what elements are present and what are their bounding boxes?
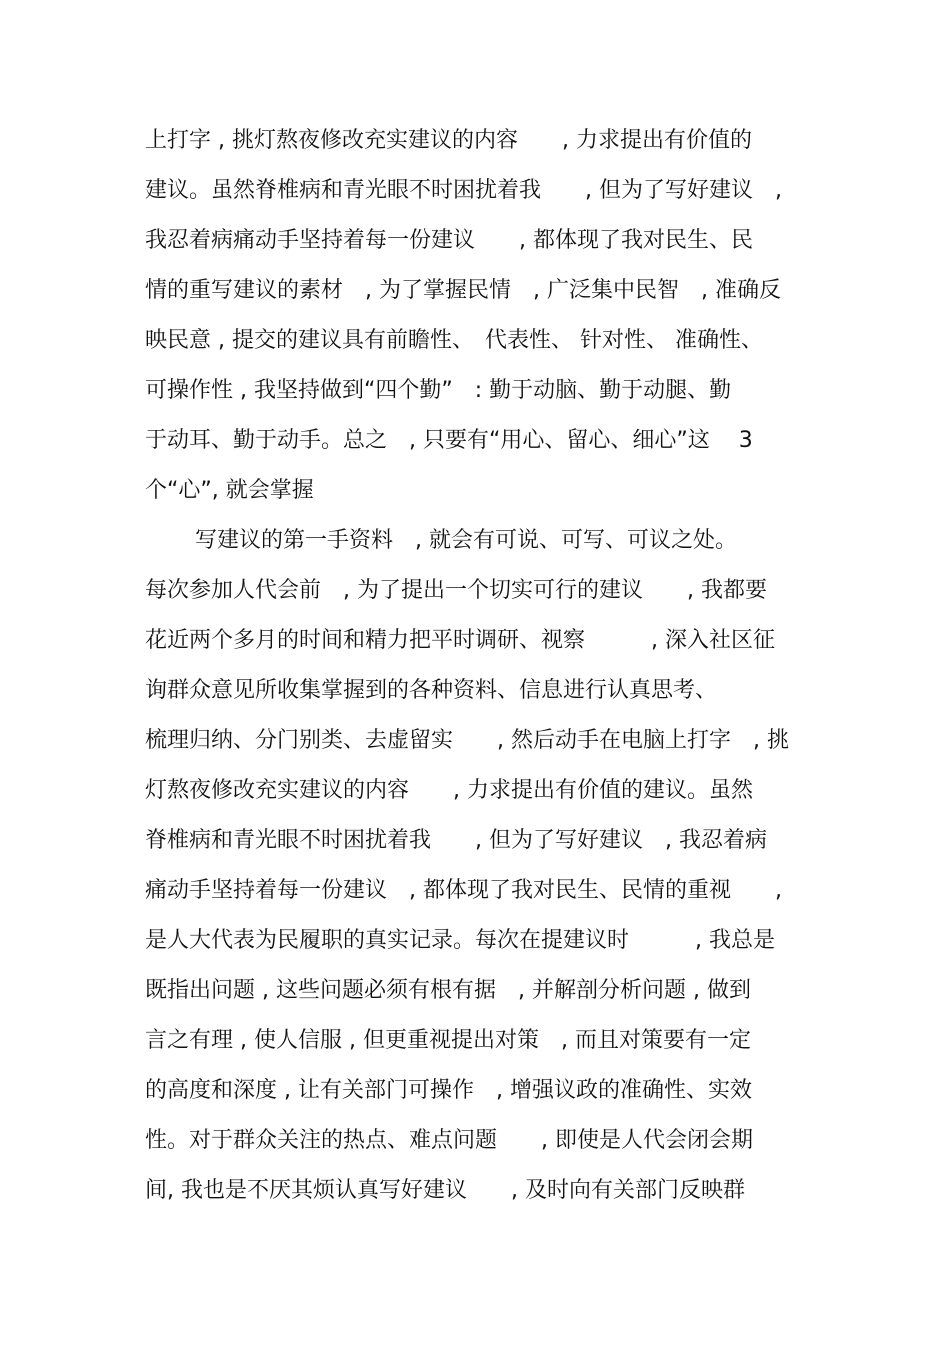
text-line: 于动耳、勤于动手。总之 , 只要有“用心、留心、细心”这 3 [145, 428, 753, 453]
text-line: 询群众意见所收集掌握到的各种资料、信息进行认真思考、 [145, 678, 718, 703]
text-line: 灯熬夜修改充实建议的内容 , 力求提出有价值的建议。虽然 [145, 778, 753, 803]
text-line: 映民意 , 提交的建议具有前瞻性、 代表性、 针对性、 准确性、 [145, 328, 763, 353]
text-line: 上打字 , 挑灯熬夜修改充实建议的内容 , 力求提出有价值的 [145, 128, 752, 153]
text-line: 的高度和深度 , 让有关部门可操作 , 增强议政的准确性、实效 [145, 1078, 752, 1103]
text-line: 言之有理 , 使人信服 , 但更重视提出对策 , 而且对策要有一定 [145, 1028, 751, 1053]
text-line: 间, 我也是不厌其烦认真写好建议 , 及时向有关部门反映群 [145, 1178, 745, 1203]
paragraph-first-line: 写建议的第一手资料 , 就会有可说、可写、可议之处。 [195, 528, 737, 553]
text-line: 花近两个多月的时间和精力把平时调研、视察 , 深入社区征 [145, 628, 775, 653]
text-line: 脊椎病和青光眼不时困扰着我 , 但为了写好建议 , 我忍着病 [145, 828, 767, 853]
text-line: 梳理归纳、分门别类、去虚留实 , 然后动手在电脑上打字 , 挑 [145, 728, 789, 753]
text-line: 痛动手坚持着每一份建议 , 都体现了我对民生、民情的重视 , [145, 878, 782, 903]
text-line: 个“心”, 就会掌握 [145, 478, 314, 503]
text-line: 情的重写建议的素材 , 为了掌握民情 , 广泛集中民智 , 准确反 [145, 278, 781, 303]
text-line: 既指出问题 , 这些问题必须有根有据 , 并解剖分析问题 , 做到 [145, 978, 751, 1003]
text-line: 每次参加人代会前 , 为了提出一个切实可行的建议 , 我都要 [145, 578, 767, 603]
text-line: 建议。虽然脊椎病和青光眼不时困扰着我 , 但为了写好建议 , [145, 178, 782, 203]
text-line: 性。对于群众关注的热点、难点问题 , 即使是人代会闭会期 [145, 1128, 753, 1153]
text-line: 我忍着病痛动手坚持着每一份建议 , 都体现了我对民生、民 [145, 228, 753, 253]
text-line: 是人大代表为民履职的真实记录。每次在提建议时 , 我总是 [145, 928, 775, 953]
text-line: 可操作性 , 我坚持做到“四个勤” : 勤于动脑、勤于动腿、勤 [145, 378, 732, 403]
